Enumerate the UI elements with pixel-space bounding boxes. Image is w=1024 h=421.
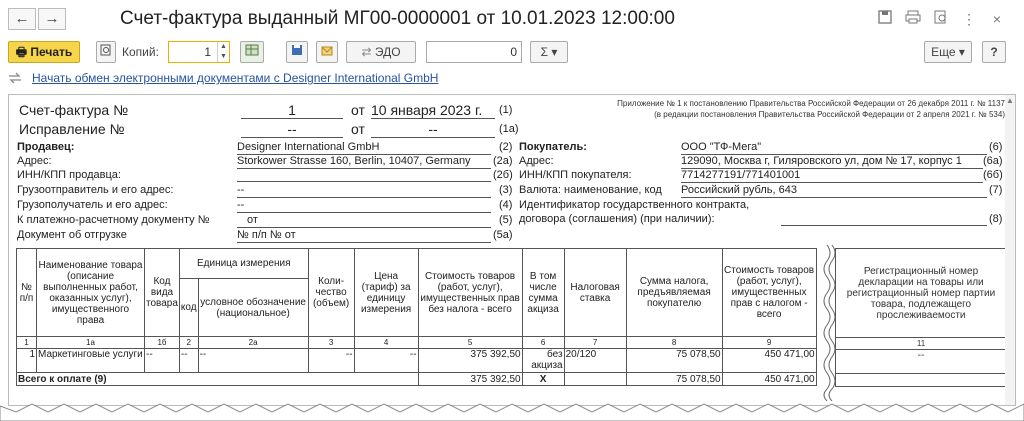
col-header-unit: Единица измерения xyxy=(179,249,308,279)
seller-address-value: Storkower Strasse 160, Berlin, 10407, Germany xyxy=(237,155,491,169)
currency-code: (7) xyxy=(989,184,1003,196)
buyer-address-label: Адрес: xyxy=(519,155,554,167)
col-number: 8 xyxy=(626,337,722,349)
consignee-value: -- xyxy=(237,199,491,213)
goods-table xyxy=(16,248,817,386)
cell-price: -- xyxy=(354,349,418,373)
exchange-icon xyxy=(8,72,22,84)
total-label: Всего к оплате (9) xyxy=(17,373,419,386)
consignee-code: (4) xyxy=(499,199,513,211)
save-icon[interactable] xyxy=(876,10,894,28)
correction-date: -- xyxy=(371,121,495,138)
col-number: 1 xyxy=(17,337,37,349)
buyer-address-code: (6а) xyxy=(983,155,1003,167)
consignee-label: Грузополучатель и его адрес: xyxy=(17,199,168,211)
col-number-reg: 11 xyxy=(836,338,1007,350)
sf-from: от xyxy=(351,102,365,118)
amount-field[interactable]: 0 xyxy=(426,41,522,63)
total-sum: 450 471,00 xyxy=(722,373,816,386)
shipment-doc-code: (5а) xyxy=(493,229,513,241)
total-rate xyxy=(564,373,626,386)
cell-total: 450 471,00 xyxy=(722,349,816,373)
shipment-doc-value: № п/п № от xyxy=(237,229,491,243)
cell-rate: 20/120 xyxy=(564,349,626,373)
shipper-value: -- xyxy=(237,184,491,198)
col-number: 2а xyxy=(198,337,308,349)
col-number: 2 xyxy=(179,337,198,349)
sf-date: 10 января 2023 г. xyxy=(371,102,495,119)
col-number: 6 xyxy=(522,337,564,349)
tear-separator xyxy=(823,245,835,401)
col-header-unit-name: условное обозначение (национальное) xyxy=(198,279,308,337)
correction-label: Исправление № xyxy=(19,121,125,137)
copies-stepper[interactable]: ▲ ▼ xyxy=(217,42,229,62)
more-menu-icon[interactable]: ⋮ xyxy=(962,11,976,27)
gov-contract-value xyxy=(781,213,987,226)
col-header-reg: Регистрационный номер декларации на товары или регистрационный номер партии товара, подлежащего прослеживаемости xyxy=(836,249,1007,338)
cell-unit-code: -- xyxy=(179,349,198,373)
edo-button[interactable]: ⇄ ЭДО xyxy=(346,41,416,63)
col-header-cost: Стоимость товаров (работ, услуг), имущественных прав без налога - всего xyxy=(418,249,522,337)
gov-contract-code: (8) xyxy=(989,213,1003,225)
col-header-kind: Код вида товара xyxy=(145,249,180,337)
cell-tax: 75 078,50 xyxy=(626,349,722,373)
scroll-up-icon[interactable]: ▲ xyxy=(1006,96,1014,105)
preview-button[interactable] xyxy=(96,41,116,63)
appendix-line-1: Приложение № 1 к постановлению Правительства Российской Федерации от 26 декабря 2011 г. № 1137 xyxy=(617,99,1005,108)
col-header-unit-code: код xyxy=(179,279,198,337)
cell-qty: -- xyxy=(308,349,354,373)
total-cost: 375 392,50 xyxy=(418,373,522,386)
copies-label: Копий: xyxy=(122,45,159,59)
print-icon[interactable] xyxy=(904,10,922,28)
col-header-rate: Налоговая ставка xyxy=(564,249,626,337)
correction-from: от xyxy=(351,121,365,137)
col-number: 9 xyxy=(722,337,816,349)
correction-code: (1а) xyxy=(499,123,519,135)
total-reg xyxy=(836,374,1007,387)
payment-doc-code: (5) xyxy=(499,214,513,226)
currency-label: Валюта: наименование, код xyxy=(519,184,662,196)
edo-icon: ⇄ xyxy=(361,45,375,59)
sum-button[interactable]: Σ ▾ xyxy=(530,41,568,63)
buyer-value: ООО "ТФ-Мега" xyxy=(681,141,987,155)
chevron-down-icon: ▾ xyxy=(955,45,965,59)
cell-name: Маркетинговые услуги xyxy=(37,349,145,373)
chevron-down-icon: ▾ xyxy=(548,45,558,59)
buyer-address-value: 129090, Москва г, Гиляровского ул, дом № 17, корпус 1 xyxy=(681,155,983,169)
traceability-table xyxy=(835,248,1007,387)
sf-number: 1 xyxy=(241,102,343,119)
sf-label: Счет-фактура № xyxy=(19,102,129,118)
payment-doc-value: от xyxy=(237,214,491,228)
gov-contract-label-2: договора (соглашения) (при наличии): xyxy=(519,213,715,225)
table-icon xyxy=(245,44,259,56)
col-header-no: № п/п xyxy=(17,249,37,337)
email-button[interactable] xyxy=(316,41,338,63)
buyer-inn-code: (6б) xyxy=(983,169,1003,181)
save-doc-button[interactable] xyxy=(286,41,308,63)
seller-address-label: Адрес: xyxy=(17,155,52,167)
print-button[interactable]: 🖶 Печать xyxy=(8,41,80,63)
shipment-doc-label: Документ об отгрузке xyxy=(17,229,127,241)
seller-inn-label: ИНН/КПП продавца: xyxy=(17,169,121,181)
appendix-line-2: (в редакции постановления Правительства Российской Федерации от 2 апреля 2021 г. № 534) xyxy=(654,110,1005,119)
seller-value: Designer International GmbH xyxy=(237,141,491,155)
col-number: 3 xyxy=(308,337,354,349)
correction-number: -- xyxy=(241,121,343,138)
total-tax: 75 078,50 xyxy=(626,373,722,386)
cell-unit-name: -- xyxy=(198,349,308,373)
close-icon[interactable]: × xyxy=(992,11,1002,27)
start-edo-link[interactable]: Начать обмен электронными документами с Designer International GmbH xyxy=(32,71,439,85)
window-title: Счет-фактура выданный МГ00-0000001 от 10.01.2023 12:00:00 xyxy=(120,8,675,29)
preview-icon[interactable] xyxy=(932,10,950,28)
back-button[interactable]: ← xyxy=(8,8,36,30)
col-header-price: Цена (тариф) за единицу измерения xyxy=(354,249,418,337)
col-header-tax: Сумма налога, предъявляемая покупателю xyxy=(626,249,722,337)
seller-code: (2) xyxy=(499,141,513,153)
seller-label: Продавец: xyxy=(17,141,75,153)
sf-code: (1) xyxy=(499,104,513,116)
title-bar xyxy=(0,0,1024,38)
invoice-document xyxy=(8,94,1016,406)
col-header-excise: В том числе сумма акциза xyxy=(522,249,564,337)
help-button[interactable]: ? xyxy=(982,41,1006,63)
cell-kind: -- xyxy=(145,349,180,373)
cell-cost: 375 392,50 xyxy=(418,349,522,373)
buyer-code: (6) xyxy=(989,141,1003,153)
magnifier-icon xyxy=(100,44,112,56)
seller-inn-value xyxy=(237,169,491,182)
more-button[interactable]: Еще ▾ xyxy=(924,41,972,63)
shipper-code: (3) xyxy=(499,184,513,196)
torn-edge xyxy=(0,398,1024,421)
buyer-label: Покупатель: xyxy=(519,141,587,153)
table-row xyxy=(17,349,817,373)
copies-input[interactable]: 1 ▲ ▼ xyxy=(168,41,230,63)
cell-no: 1 xyxy=(17,349,37,373)
floppy-icon xyxy=(291,44,303,56)
payment-doc-label: К платежно-расчетному документу № xyxy=(17,214,210,226)
col-number: 4 xyxy=(354,337,418,349)
seller-address-code: (2а) xyxy=(493,155,513,167)
gov-contract-label-1: Идентификатор государственного контракта, xyxy=(519,199,750,211)
total-excise: X xyxy=(522,373,564,386)
grid-button[interactable] xyxy=(240,41,264,63)
col-number: 1б xyxy=(145,337,180,349)
cell-reg: -- xyxy=(836,350,1007,374)
buyer-inn-value: 7714277191/771401001 xyxy=(681,169,983,183)
cell-excise: без акциза xyxy=(522,349,564,373)
vertical-scrollbar[interactable] xyxy=(1005,95,1015,405)
col-number: 7 xyxy=(564,337,626,349)
shipper-label: Грузоотправитель и его адрес: xyxy=(17,184,174,196)
buyer-inn-label: ИНН/КПП покупателя: xyxy=(519,169,632,181)
printer-icon: 🖶 xyxy=(15,45,31,59)
col-header-qty: Коли-чество (объем) xyxy=(308,249,354,337)
total-row xyxy=(17,373,817,386)
envelope-icon xyxy=(321,46,333,56)
forward-button[interactable]: → xyxy=(38,8,66,30)
col-number: 5 xyxy=(418,337,522,349)
seller-inn-code: (2б) xyxy=(493,169,513,181)
toolbar xyxy=(0,38,1024,68)
currency-value: Российский рубль, 643 xyxy=(681,184,987,198)
col-header-name: Наименование товара (описание выполненных работ, оказанных услуг), имущественного права xyxy=(37,249,145,337)
col-number: 1а xyxy=(37,337,145,349)
col-header-total: Стоимость товаров (работ, услуг), имущественных прав с налогом - всего xyxy=(722,249,816,337)
